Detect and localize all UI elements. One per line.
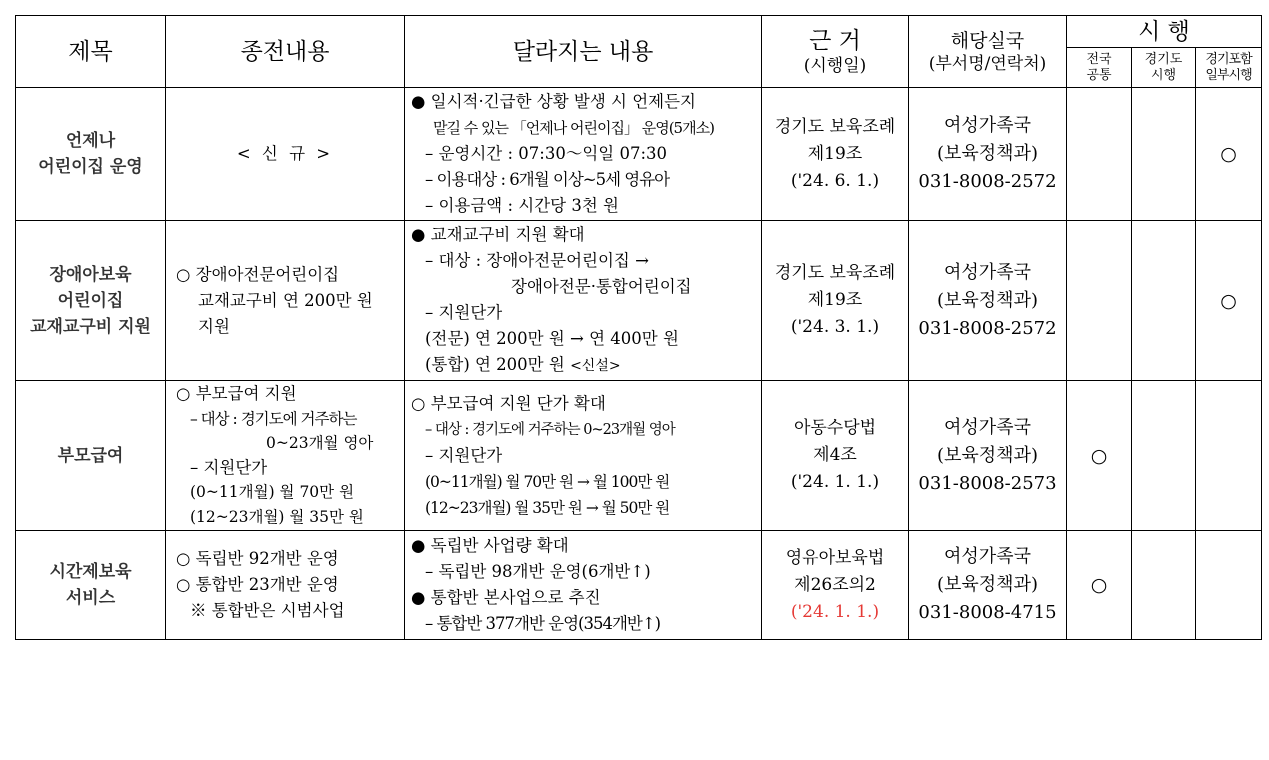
header-row-1 [16, 16, 1262, 48]
mark-national [1067, 221, 1132, 381]
header-impl-national: 전국 공통 [1067, 48, 1132, 88]
row-changes: ● 독립반 사업량 확대 – 독립반 98개반 운영(6개반↑) ● 통합반 본사업으로 추진 – 통합반 377개반 운영(354개반↑) [405, 531, 762, 640]
row-title: 언제나 어린이집 운영 [16, 88, 166, 221]
row-changes: ● 일시적·긴급한 상황 발생 시 언제든지 맡길 수 있는 「언제나 어린이집」 운영(5개소) – 운영시간 : 07:30～익일 07:30 – 이용대상 : 6개월 이상~5세 영유아 – 이용금액 : 시간당 3천 원 [405, 88, 762, 221]
mark-partial: ○ [1196, 88, 1262, 221]
table-row [16, 381, 1262, 531]
table-row [16, 88, 1262, 221]
row-basis: 경기도 보육조례 제19조 ('24. 6. 1.) [762, 88, 909, 221]
table-row [16, 531, 1262, 640]
row-title: 장애아보육 어린이집 교재교구비 지원 [16, 221, 166, 381]
mark-partial: ○ [1196, 221, 1262, 381]
header-basis: 근 거 (시행일) [762, 16, 909, 88]
row-title: 부모급여 [16, 381, 166, 531]
mark-partial [1196, 531, 1262, 640]
row-title: 시간제보육 서비스 [16, 531, 166, 640]
mark-national: ○ [1067, 531, 1132, 640]
header-impl-partial: 경기포함 일부시행 [1196, 48, 1262, 88]
row-previous: ○ 독립반 92개반 운영 ○ 통합반 23개반 운영 ※ 통합반은 시범사업 [166, 531, 405, 640]
row-changes: ○ 부모급여 지원 단가 확대 – 대상 : 경기도에 거주하는 0~23개월 영아 – 지원단가 (0~11개월) 월 70만 원 → 월 100만 원 (12~23개월) 월 35만 원 → 월 50만 원 [405, 381, 762, 531]
header-previous: 종전내용 [166, 16, 405, 88]
policy-changes-table [15, 15, 1262, 640]
header-changes: 달라지는 내용 [405, 16, 762, 88]
row-basis: 경기도 보육조례 제19조 ('24. 3. 1.) [762, 221, 909, 381]
row-previous: < 신 규 > [166, 88, 405, 221]
mark-gyeonggi [1132, 381, 1196, 531]
header-dept: 해당실국 (부서명/연락처) [909, 16, 1067, 88]
row-dept: 여성가족국 (보육정책과) 031-8008-2573 [909, 381, 1067, 531]
header-implementation: 시 행 [1067, 16, 1262, 48]
table-row [16, 221, 1262, 381]
mark-national: ○ [1067, 381, 1132, 531]
mark-national [1067, 88, 1132, 221]
row-dept: 여성가족국 (보육정책과) 031-8008-4715 [909, 531, 1067, 640]
row-basis: 영유아보육법 제26조의2 ('24. 1. 1.) [762, 531, 909, 640]
header-title: 제목 [16, 16, 166, 88]
header-impl-gyeonggi: 경기도 시행 [1132, 48, 1196, 88]
row-dept: 여성가족국 (보육정책과) 031-8008-2572 [909, 88, 1067, 221]
row-basis: 아동수당법 제4조 ('24. 1. 1.) [762, 381, 909, 531]
row-previous: ○ 장애아전문어린이집 교재교구비 연 200만 원 지원 [166, 221, 405, 381]
mark-gyeonggi [1132, 221, 1196, 381]
row-previous: ○ 부모급여 지원 – 대상 : 경기도에 거주하는 0~23개월 영아 – 지원단가 (0~11개월) 월 70만 원 (12~23개월) 월 35만 원 [166, 381, 405, 531]
mark-gyeonggi [1132, 88, 1196, 221]
row-changes: ● 교재교구비 지원 확대 – 대상 : 장애아전문어린이집 → 장애아전문·통합어린이집 – 지원단가 (전문) 연 200만 원 → 연 400만 원 (통합) 연 200만 원 <신설> [405, 221, 762, 381]
row-dept: 여성가족국 (보육정책과) 031-8008-2572 [909, 221, 1067, 381]
mark-gyeonggi [1132, 531, 1196, 640]
highlighted-date: ('24. 1. 1.) [790, 601, 880, 622]
mark-partial [1196, 381, 1262, 531]
